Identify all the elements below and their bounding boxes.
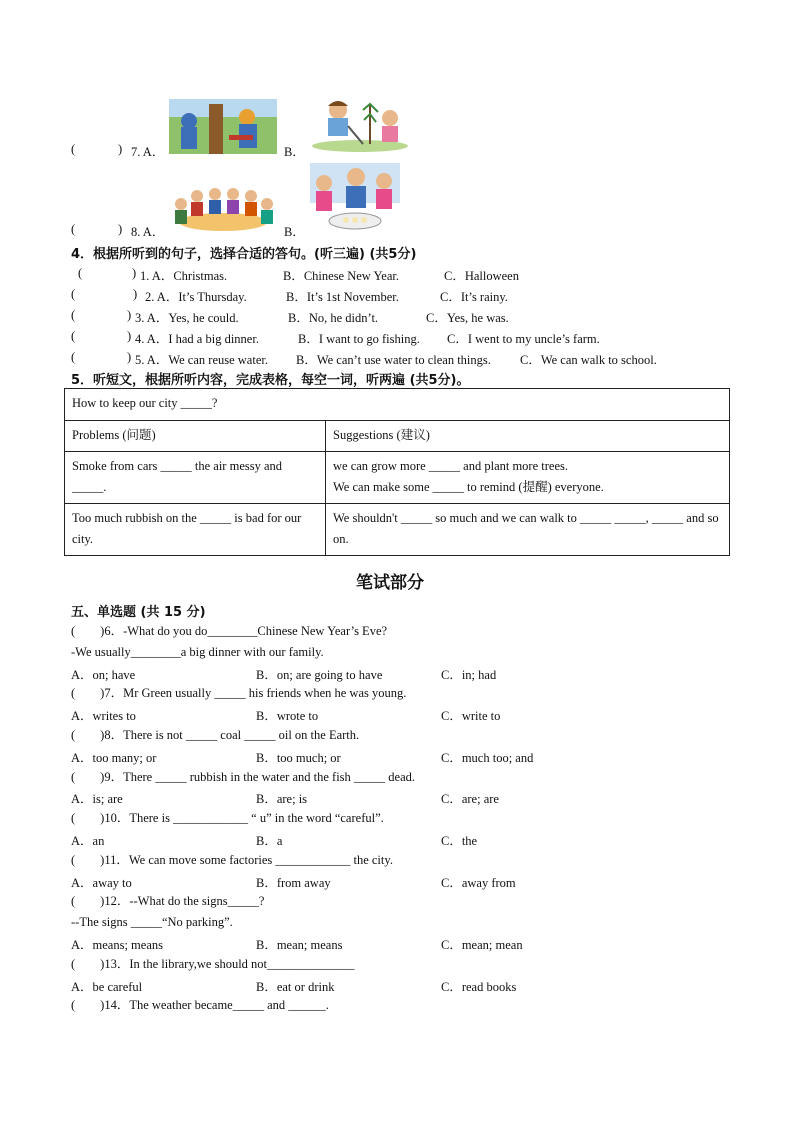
q6-question-2: -We usually________a big dinner with our family.	[71, 645, 324, 659]
q13-question: ( )13．In the library,we should not______________	[71, 957, 355, 971]
q12-option-c: C．mean; mean	[441, 938, 523, 952]
q7-option-b-label: B．	[284, 145, 305, 159]
q13-option-a: A．be careful	[71, 980, 143, 994]
q9-option-c: C．are; are	[441, 792, 499, 806]
q8-option-a: A．too many; or	[71, 751, 157, 765]
section4-title: 4．根据所听到的句子，选择合适的答句。(听三遍) (共5分)	[71, 247, 417, 262]
row1-suggestions	[326, 452, 730, 504]
row2-problem: Too much rubbish on the _____ is bad for our city.	[65, 504, 326, 556]
q11-option-c: C．away from	[441, 876, 516, 890]
table-title: How to keep our city _____?	[65, 389, 730, 421]
q14-question: ( )14．The weather became_____ and ______.	[71, 998, 329, 1012]
q9-option-a: A．is; are	[71, 792, 123, 806]
section-five-title: 五、单选题 (共 15 分)	[71, 605, 206, 620]
row1-suggestion-1: we can grow more _____ and plant more trees.	[333, 459, 568, 473]
q8-option-c: C．much too; and	[441, 751, 534, 765]
q7-option-a: A．writes to	[71, 709, 136, 723]
q8-option-b-label: B．	[284, 225, 305, 239]
row2-suggestion: We shouldn't _____ so much and we can walk to _____ _____, _____ and so on.	[326, 504, 730, 556]
family-dinner-picture	[169, 182, 277, 234]
q7-paren: (	[71, 142, 76, 156]
row1-suggestion-2: We can make some _____ to remind (提醒) everyone.	[333, 480, 604, 494]
q11-question: ( )11．We can move some factories ____________ the city.	[71, 853, 393, 867]
q10-option-a: A．an	[71, 834, 105, 848]
q12-option-b: B．mean; means	[256, 938, 343, 952]
tree-planting-picture	[308, 96, 412, 154]
row1-problem: Smoke from cars _____ the air messy and _____.	[65, 452, 326, 504]
q13-option-b: B．eat or drink	[256, 980, 335, 994]
q8-close: )	[118, 222, 123, 236]
q8-paren: (	[71, 222, 76, 236]
q7-option-a-label: 7. A．	[131, 145, 165, 159]
making-dumplings-picture	[310, 163, 400, 234]
col-suggestions-header: Suggestions (建议)	[326, 421, 730, 452]
q10-option-c: C．the	[441, 834, 478, 848]
section5-title: 5．听短文，根据所听内容，完成表格，每空一词，听两遍 (共5分)。	[71, 373, 470, 388]
q8-option-b: B．too much; or	[256, 751, 341, 765]
q13-option-c: C．read books	[441, 980, 517, 994]
q7-close: )	[118, 142, 123, 156]
col-problems-header: Problems (问题)	[65, 421, 326, 452]
q6-option-c: C．in; had	[441, 668, 497, 682]
q12-question: ( )12．--What do the signs_____?	[71, 894, 265, 908]
written-part-title: 笔试部分	[356, 573, 424, 593]
q11-option-b: B．from away	[256, 876, 331, 890]
q10-option-b: B．a	[256, 834, 283, 848]
q6-option-b: B．on; are going to have	[256, 668, 383, 682]
q8-option-a-label: 8. A．	[131, 225, 165, 239]
q6-option-a: A．on; have	[71, 668, 136, 682]
q12-option-a: A．means; means	[71, 938, 163, 952]
q10-question: ( )10．There is ____________ “ u” in the word “careful”.	[71, 811, 384, 825]
tree-cutting-picture	[169, 99, 277, 154]
q12-question-2: --The signs _____“No parking”.	[71, 915, 233, 929]
q7-question: ( )7．Mr Green usually _____ his friends when he was young.	[71, 686, 407, 700]
q7-option-b: B．wrote to	[256, 709, 319, 723]
q11-option-a: A．away to	[71, 876, 132, 890]
q6-question: ( )6．-What do you do________Chinese New Year’s Eve?	[71, 624, 388, 638]
city-table	[64, 388, 730, 556]
q9-question: ( )9．There _____ rubbish in the water and the fish _____ dead.	[71, 770, 416, 784]
q8-question: ( )8．There is not _____ coal _____ oil on the Earth.	[71, 728, 360, 742]
q7-option-c: C．write to	[441, 709, 501, 723]
q9-option-b: B．are; is	[256, 792, 308, 806]
